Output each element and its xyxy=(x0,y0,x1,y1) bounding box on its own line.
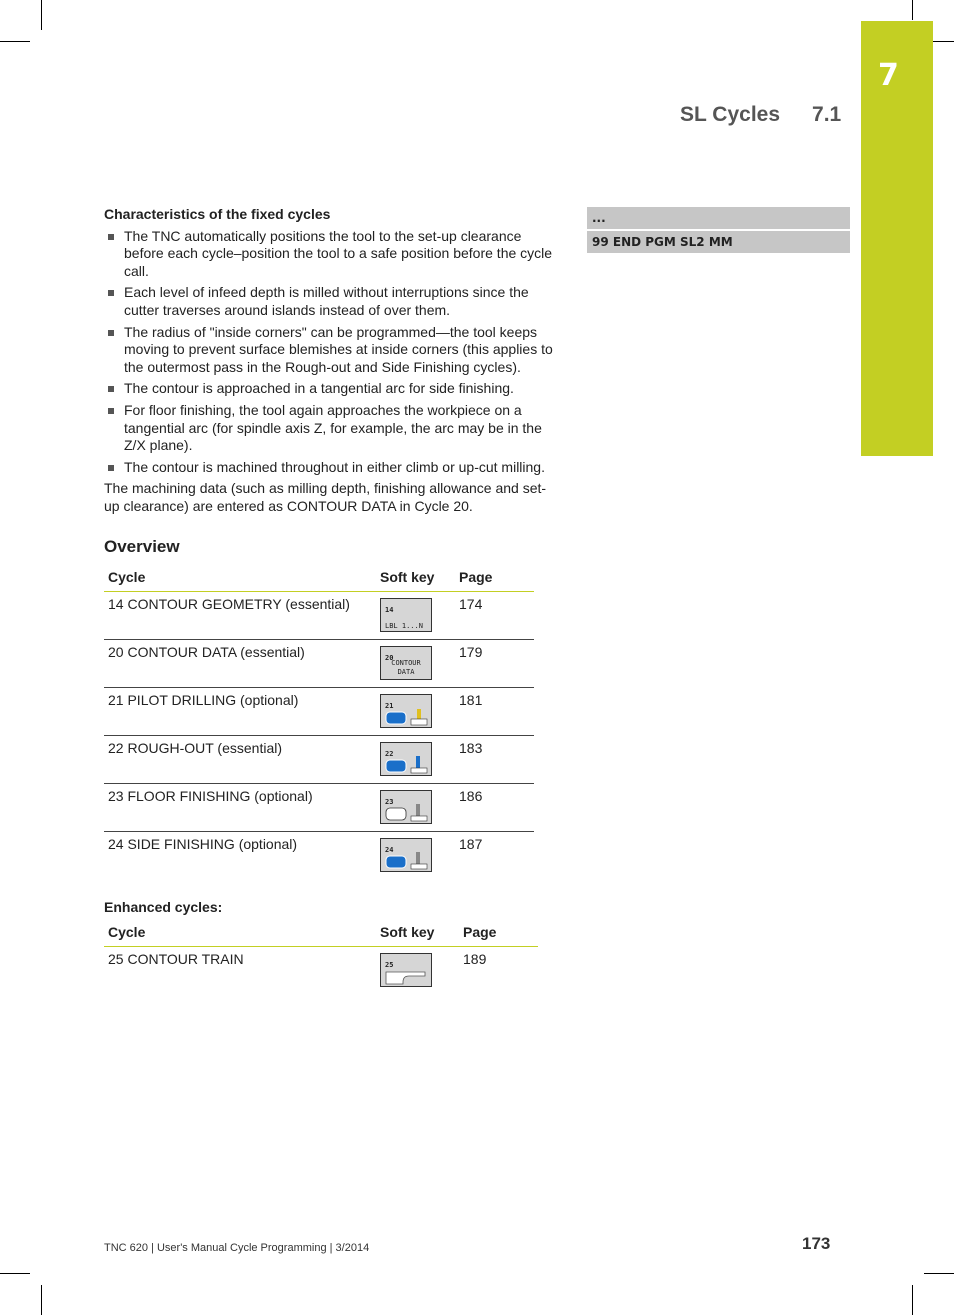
cycle-name: 24 SIDE FINISHING (optional) xyxy=(108,835,298,852)
softkey-25-button[interactable]: 25 xyxy=(380,953,432,987)
list-item: Each level of infeed depth is milled without interruptions since the cutter traverses around islands instead of over them. xyxy=(104,284,556,319)
code-line: 99 END PGM SL2 MM xyxy=(587,231,850,253)
softkey-22-button[interactable]: 22 xyxy=(380,742,432,776)
softkey-cell xyxy=(376,591,455,639)
bullet-square-icon xyxy=(108,290,114,296)
page-number: 173 xyxy=(802,1234,831,1253)
page-ref: 181 xyxy=(455,687,534,735)
bullet-square-icon xyxy=(108,234,114,240)
softkey-21-button[interactable]: 21 xyxy=(380,694,432,728)
list-item: The TNC automatically positions the tool to the set-up clearance before each cycle–position the tool to a safe position before the cycle call. xyxy=(104,228,556,281)
code-line: ... xyxy=(587,207,850,229)
table-row xyxy=(104,831,534,879)
chapter-number: 7 xyxy=(878,58,899,93)
column-header-softkey: Soft key xyxy=(376,565,455,591)
softkey-cell xyxy=(376,735,455,783)
crop-mark xyxy=(912,1285,913,1315)
page-ref: 186 xyxy=(455,783,534,831)
table-row xyxy=(104,591,534,639)
softkey-cell xyxy=(376,831,455,879)
page-ref: 179 xyxy=(455,639,534,687)
floor-finishing-icon xyxy=(385,803,429,823)
cycle-name: 14 CONTOUR GEOMETRY (essential) xyxy=(104,591,376,639)
table-row xyxy=(104,946,538,994)
bullet-square-icon xyxy=(108,330,114,336)
softkey-23-button[interactable]: 23 xyxy=(380,790,432,824)
cycle-name: 22 ROUGH-OUT (essential) xyxy=(104,735,376,783)
rough-out-icon xyxy=(385,755,429,775)
softkey-cell xyxy=(376,687,455,735)
cycle-name: 23 FLOOR FINISHING (optional) xyxy=(104,783,376,831)
bullet-square-icon xyxy=(108,465,114,471)
cycle-name: 25 CONTOUR TRAIN xyxy=(108,950,244,967)
header-title: SL Cycles xyxy=(680,103,781,126)
cycle-name: 20 CONTOUR DATA (essential) xyxy=(104,639,376,687)
list-item: The radius of "inside corners" can be programmed—the tool keeps moving to prevent surface blemishes at inside corners (this applies to the outermost pass in the Rough-out and Side Finishing cycles). xyxy=(104,324,556,377)
table-header-row xyxy=(104,920,538,946)
bullet-square-icon xyxy=(108,386,114,392)
crop-mark xyxy=(41,0,42,30)
bullet-square-icon xyxy=(108,408,114,414)
crop-mark xyxy=(0,41,30,42)
crop-mark xyxy=(0,1273,30,1274)
column-header-softkey: Soft key xyxy=(376,920,459,946)
table-row xyxy=(104,687,534,735)
running-header xyxy=(680,103,841,127)
column-header-cycle: Cycle xyxy=(104,565,376,591)
characteristics-heading: Characteristics of the fixed cycles xyxy=(104,206,331,222)
softkey-24-button[interactable]: 24 xyxy=(380,838,432,872)
cycle-name: 21 PILOT DRILLING (optional) xyxy=(104,687,376,735)
list-item: For floor finishing, the tool again approaches the workpiece on a tangential arc (for spindle axis Z, for example, the arc may be in the Z/X plane). xyxy=(104,402,556,455)
softkey-cell xyxy=(376,783,455,831)
side-finishing-icon xyxy=(385,851,429,871)
header-section: 7.1 xyxy=(812,103,842,126)
column-header-page: Page xyxy=(455,565,534,591)
list-item: The contour is approached in a tangential arc for side finishing. xyxy=(104,380,556,398)
pilot-drilling-icon xyxy=(385,707,429,727)
table-row xyxy=(104,639,534,687)
table-header-row xyxy=(104,565,534,591)
softkey-20-button[interactable]: 20 CONTOUR DATA xyxy=(380,646,432,680)
crop-mark xyxy=(41,1285,42,1315)
overview-heading: Overview xyxy=(104,536,180,556)
nc-program-listing xyxy=(587,207,850,255)
footer-text: TNC 620 | User's Manual Cycle Programming | 3/2014 xyxy=(104,1242,370,1254)
column-header-cycle: Cycle xyxy=(104,920,376,946)
contour-train-icon xyxy=(385,966,429,986)
page-ref: 183 xyxy=(455,735,534,783)
list-item: The contour is machined throughout in either climb or up-cut milling. xyxy=(104,459,556,477)
table-row xyxy=(104,783,534,831)
enhanced-table xyxy=(104,920,538,994)
overview-table xyxy=(104,565,534,879)
enhanced-heading: Enhanced cycles: xyxy=(104,898,223,915)
column-header-page: Page xyxy=(459,920,538,946)
main-column xyxy=(104,206,556,994)
softkey-cell xyxy=(376,639,455,687)
page-ref: 174 xyxy=(455,591,534,639)
table-row xyxy=(104,735,534,783)
crop-mark xyxy=(912,0,913,20)
page-ref: 189 xyxy=(463,950,487,967)
page-ref: 187 xyxy=(459,835,483,852)
crop-mark xyxy=(924,1273,954,1274)
softkey-14-button[interactable]: 14 LBL 1...N xyxy=(380,598,432,632)
softkey-cell xyxy=(376,946,459,994)
body-paragraph: The machining data (such as milling depth, finishing allowance and set-up clearance) are entered as CONTOUR DATA in Cycle 20. xyxy=(104,480,547,514)
characteristics-list xyxy=(104,228,556,477)
